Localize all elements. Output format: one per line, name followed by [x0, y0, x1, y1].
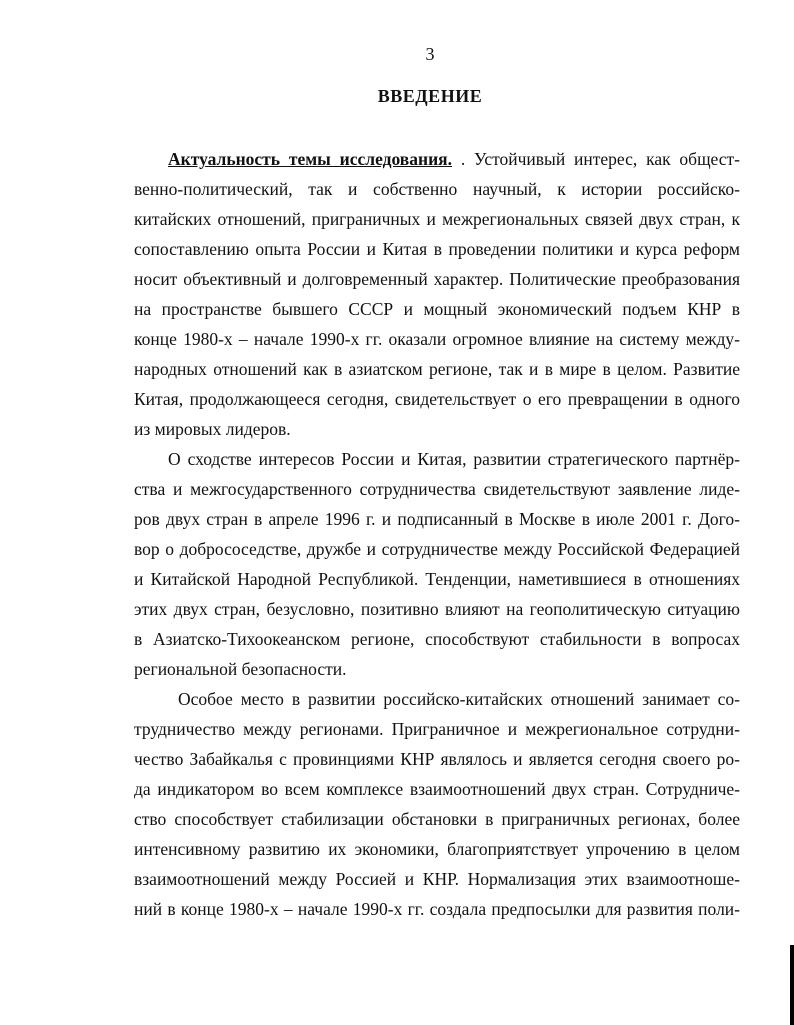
text-line: ров двух стран в апреле 1996 г. и подписанный в Москве в июле 2001 г. Дого-: [134, 509, 740, 529]
text-line: взаимоотношений между Россией и КНР. Нормализация этих взаимоотноше-: [134, 869, 740, 889]
paragraph-lead-tail: . Устойчивый интерес, как общест-: [452, 149, 741, 169]
text-line: народных отношений как в азиатском регионе, так и в мире в целом. Развитие: [134, 359, 740, 379]
text-line: на пространстве бывшего СССР и мощный экономический подъем КНР в: [134, 299, 740, 319]
text-line: конце 1980-х – начале 1990-х гг. оказали огромное влияние на систему между-: [134, 329, 740, 349]
text-line: из мировых лидеров.: [134, 419, 291, 439]
text-line: ства и межгосударственного сотрудничества свидетельствуют заявление лиде-: [134, 479, 740, 499]
text-line: Особое место в развитии российско-китайских отношений занимает со-: [178, 689, 740, 709]
text-line: интенсивному развитию их экономики, благоприятствует упрочению в целом: [134, 839, 740, 859]
text-line: ний в конце 1980-х – начале 1990-х гг. создала предпосылки для развития поли-: [134, 899, 740, 919]
paragraph-1-line-1: [168, 144, 740, 174]
text-line: чество Забайкалья с провинциями КНР являлось и является сегодня своего ро-: [134, 749, 740, 769]
text-line: Китая, продолжающееся сегодня, свидетельствует о его превращении в одного: [134, 389, 740, 409]
text-line: ство способствует стабилизации обстановки в приграничных регионах, более: [134, 809, 740, 829]
text-line: трудничество между регионами. Приграничное и межрегиональное сотрудни-: [134, 719, 740, 739]
text-line: в Азиатско-Тихоокеанском регионе, способствуют стабильности в вопросах: [134, 629, 740, 649]
scan-edge-mark: [790, 945, 794, 1025]
text-line: этих двух стран, безусловно, позитивно влияют на геополитическую ситуацию: [134, 599, 740, 619]
text-line: носит объективный и долговременный характер. Политические преобразования: [134, 269, 740, 289]
text-line: сопоставлению опыта России и Китая в проведении политики и курса реформ: [134, 239, 740, 259]
text-line: китайских отношений, приграничных и межрегиональных связей двух стран, к: [134, 209, 740, 229]
page-title: ВВЕДЕНИЕ: [377, 86, 483, 106]
text-line: и Китайской Народной Республикой. Тенденции, наметившиеся в отношениях: [134, 569, 740, 589]
text-line: О сходстве интересов России и Китая, развитии стратегического партнёр-: [168, 449, 740, 469]
text-line: да индикатором во всем комплексе взаимоотношений двух стран. Сотрудниче-: [134, 779, 740, 799]
paragraph-lead: Актуальность темы исследования.: [168, 149, 452, 169]
text-line: вор о добрососедстве, дружбе и сотрудничестве между Российской Федерацией: [134, 539, 740, 559]
text-line: венно-политический, так и собственно научный, к истории российско-: [134, 179, 740, 199]
page-number: 3: [425, 44, 435, 64]
text-line: региональной безопасности.: [134, 659, 347, 679]
